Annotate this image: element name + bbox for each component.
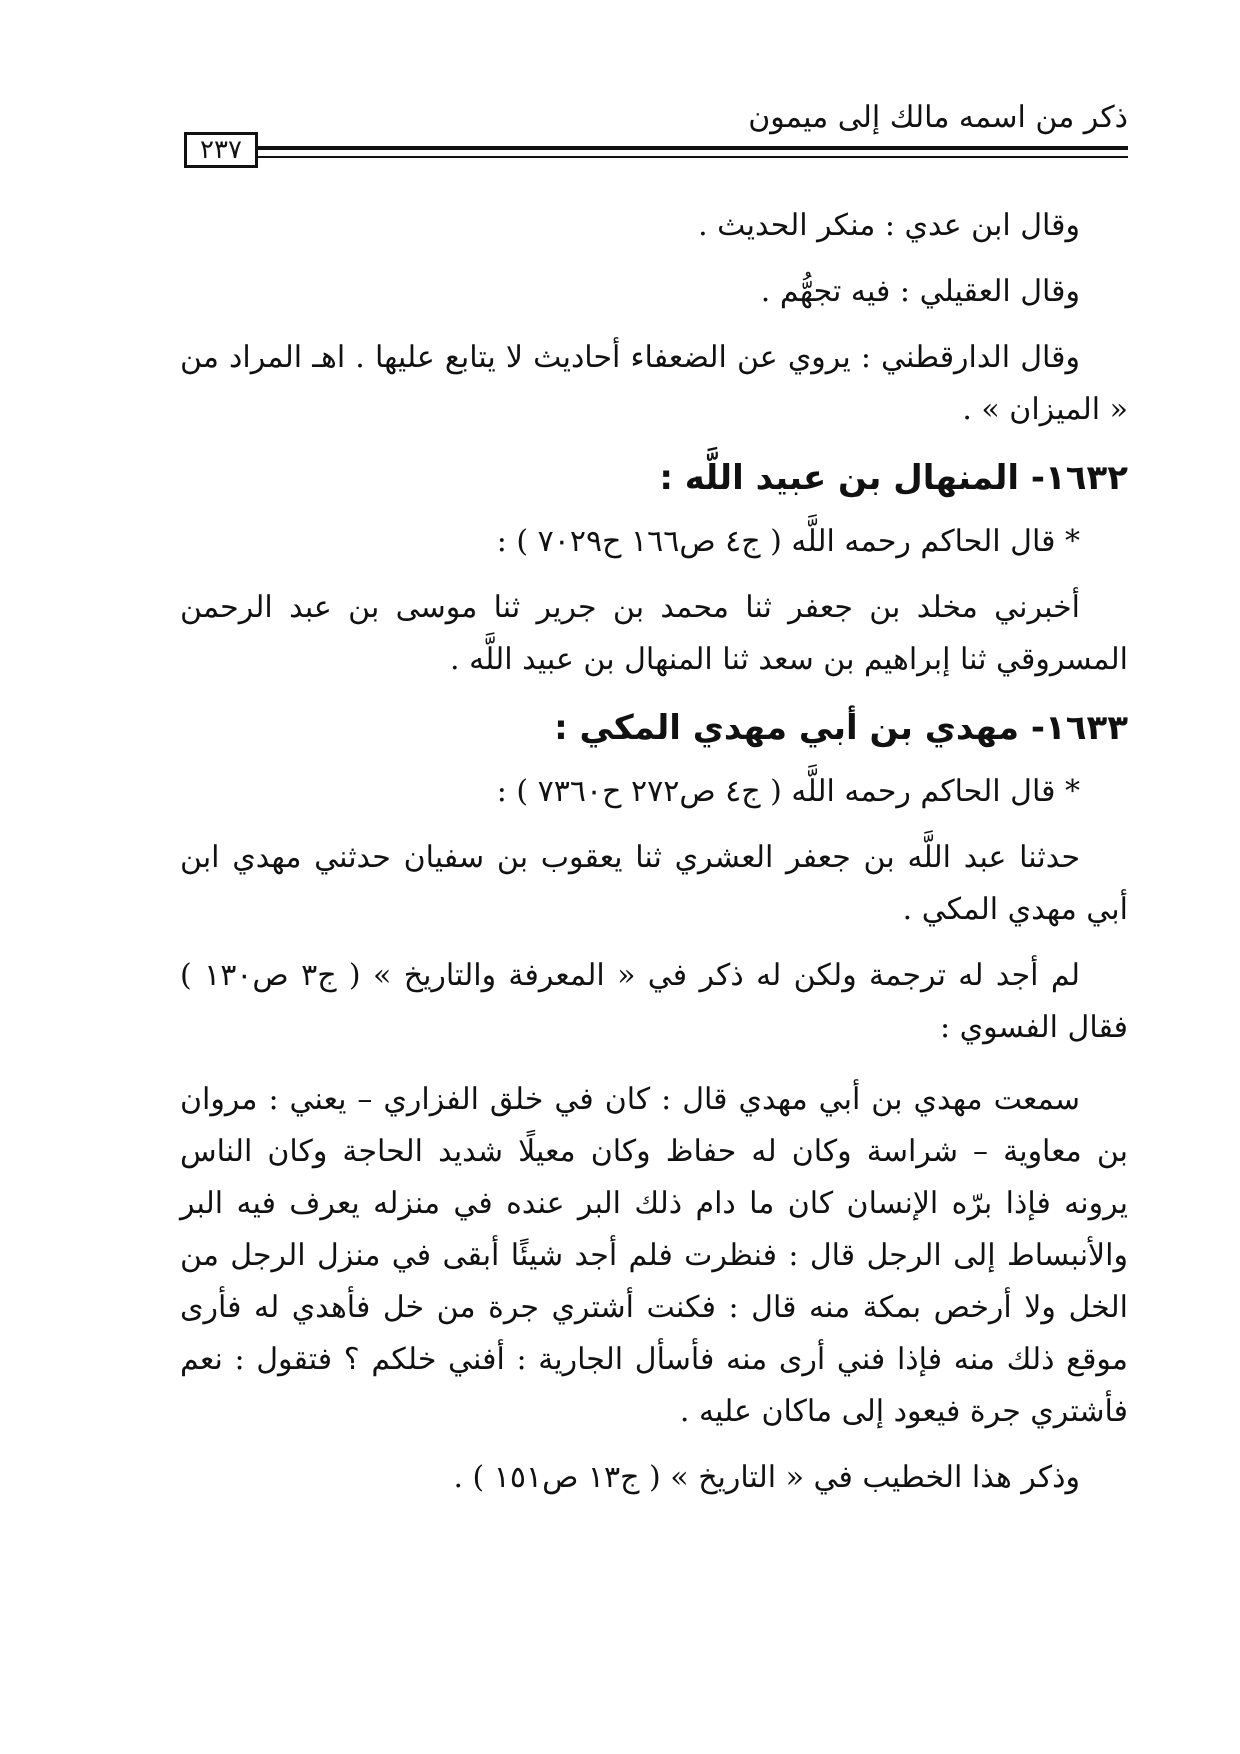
paragraph-ibn-adi: وقال ابن عدي : منكر الحديث .	[698, 208, 1080, 243]
header-rule-thick	[258, 146, 1128, 150]
citation-1633: * قال الحاكم رحمه اللَّه ( ج٤ ص٢٧٢ ح٧٣٦٠ ) :	[496, 774, 1080, 809]
header-rule-thin	[258, 156, 1128, 158]
note-1633: لم أجد له ترجمة ولكن له ذكر في « المعرفة والتاريخ » ( ج٣ ص١٣٠ ) فقال الفسوي :	[180, 958, 1128, 1045]
paragraph-uqayli: وقال العقيلي : فيه تجهُّم .	[760, 274, 1080, 309]
entry-heading-1632: ١٦٣٢- المنهال بن عبيد اللَّه :	[659, 458, 1128, 498]
citation-1632: * قال الحاكم رحمه اللَّه ( ج٤ ص١٦٦ ح٧٠٢٩ ) :	[496, 524, 1080, 559]
running-head-title: ذكر من اسمه مالك إلى ميمون	[748, 100, 1128, 135]
entry-heading-1633: ١٦٣٣- مهدي بن أبي مهدي المكي :	[554, 708, 1128, 748]
body-text	[180, 200, 1128, 1518]
closing-1633: وذكر هذا الخطيب في « التاريخ » ( ج١٣ ص١٥١ ) .	[453, 1460, 1080, 1495]
isnad-1633: حدثنا عبد اللَّه بن جعفر العشري ثنا يعقوب بن سفيان حدثني مهدي ابن أبي مهدي المكي .	[180, 840, 1128, 927]
page-number: ٢٣٧	[184, 132, 258, 168]
quote-1633: سمعت مهدي بن أبي مهدي قال : كان في خلق الفزاري – يعني : مروان بن معاوية – شراسة وكان له حفاظ وكان معيلًا شديد الحاجة وكان الناس يرونه فإذا برّه الإنسان كان ما دام ذلك البر عنده في منزله يعرف فيه البر والأنبساط إلى الرجل قال : فنظرت فلم أجد شيئًا أبقى في منزل الرجل من الخل ولا أرخص بمكة منه قال : فكنت أشتري جرة من خل فأهدي له فأرى موقع ذلك منه فإذا فني أرى منه فأسأل الجارية : أفني خلكم ؟ فتقول : نعم فأشتري جرة فيعود إلى ماكان عليه .	[180, 1082, 1128, 1429]
isnad-1632: أخبرني مخلد بن جعفر ثنا محمد بن جرير ثنا موسى بن عبد الرحمن المسروقي ثنا إبراهيم بن سعد ثنا المنهال بن عبيد اللَّه .	[180, 590, 1128, 677]
paragraph-daraqutni: وقال الدارقطني : يروي عن الضعفاء أحاديث لا يتابع عليها . اهـ المراد من « الميزان » .	[180, 340, 1128, 427]
